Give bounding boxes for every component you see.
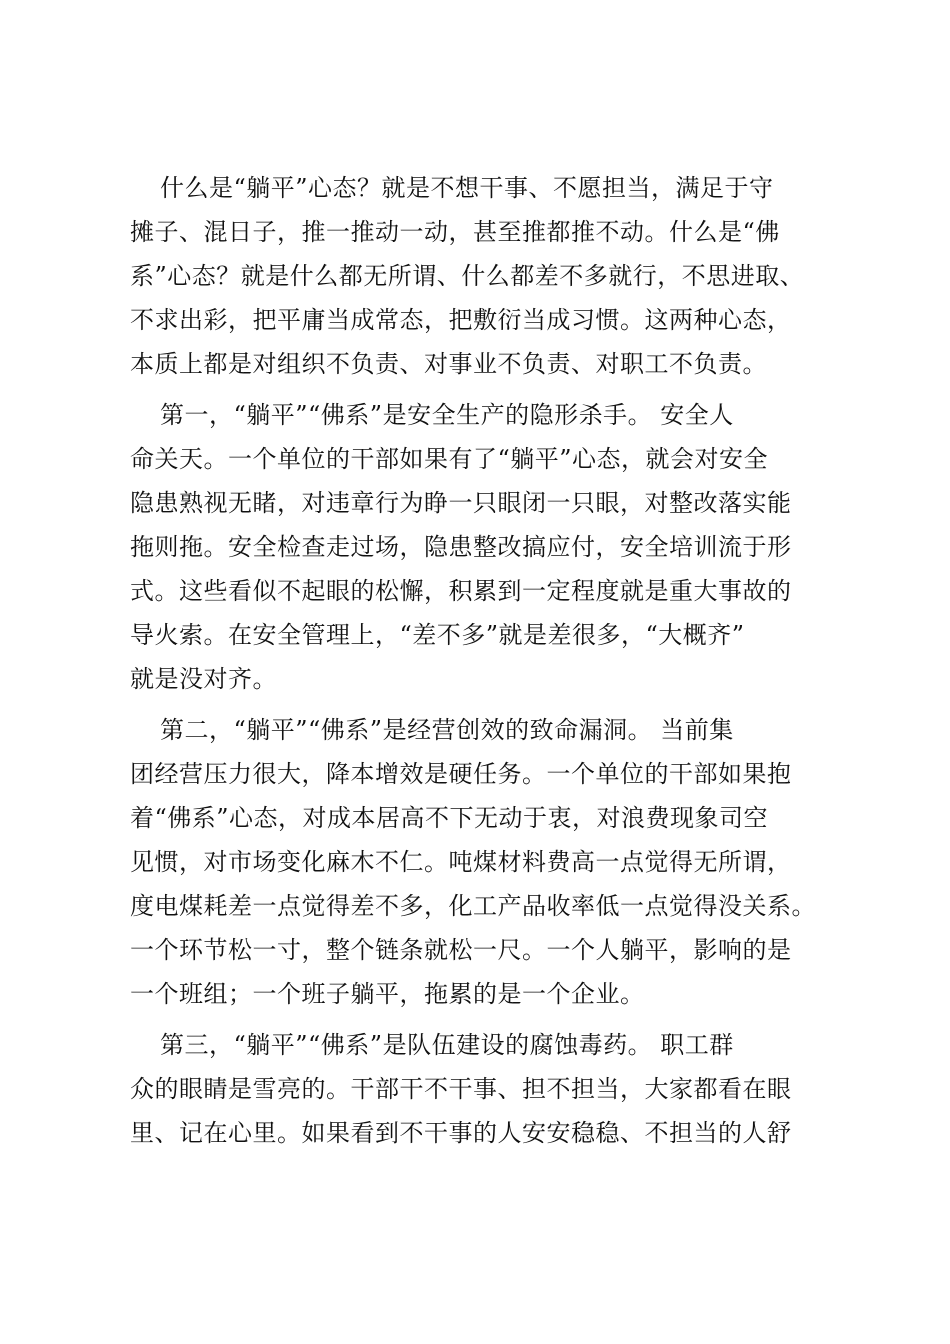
paragraph-1-line-3: 系”心态？就是什么都无所谓、什么都差不多就行，不思进取、 [130, 262, 805, 290]
paragraph-2-line-3: 隐患熟视无睹，对违章行为睁一只眼闭一只眼，对整改落实能 [130, 489, 792, 517]
paragraph-3-line-3: 着“佛系”心态，对成本居高不下无动于衷，对浪费现象司空 [130, 804, 769, 832]
paragraph-1-line-1: 什么是“躺平”心态？就是不想干事、不愿担当，满足于守 [160, 174, 774, 202]
paragraph-2-line-4: 拖则拖。安全检查走过场，隐患整改搞应付，安全培训流于形 [130, 533, 792, 561]
paragraph-2-line-2: 命关天。一个单位的干部如果有了“躺平”心态，就会对安全 [130, 445, 769, 473]
paragraph-4-line-2: 众的眼睛是雪亮的。干部干不干事、担不担当，大家都看在眼 [130, 1075, 792, 1103]
paragraph-2-line-5: 式。这些看似不起眼的松懈，积累到一定程度就是重大事故的 [130, 577, 792, 605]
paragraph-4-line-1: 第三，“躺平”“佛系”是队伍建设的腐蚀毒药。 职工群 [160, 1031, 734, 1059]
paragraph-1-line-4: 不求出彩，把平庸当成常态，把敷衍当成习惯。这两种心态， [130, 306, 792, 334]
paragraph-3-line-1: 第二，“躺平”“佛系”是经营创效的致命漏洞。 当前集 [160, 716, 734, 744]
paragraph-2-line-6: 导火索。在安全管理上，“差不多”就是差很多，“大概齐” [130, 621, 745, 649]
paragraph-2-line-7: 就是没对齐。 [130, 665, 277, 693]
paragraph-4-line-3: 里、记在心里。如果看到不干事的人安安稳稳、不担当的人舒 [130, 1119, 792, 1147]
paragraph-3-line-7: 一个班组；一个班子躺平，拖累的是一个企业。 [130, 980, 645, 1008]
paragraph-3-line-6: 一个环节松一寸，整个链条就松一尺。一个人躺平，影响的是 [130, 936, 792, 964]
paragraph-3-line-5: 度电煤耗差一点觉得差不多，化工产品收率低一点觉得没关系。 [130, 892, 816, 920]
paragraph-1-line-5: 本质上都是对组织不负责、对事业不负责、对职工不负责。 [130, 350, 767, 378]
paragraph-3-line-2: 团经营压力很大，降本增效是硬任务。一个单位的干部如果抱 [130, 760, 792, 788]
paragraph-1-line-2: 摊子、混日子，推一推动一动，甚至推都推不动。什么是“佛 [130, 218, 780, 246]
paragraph-3-line-4: 见惯，对市场变化麻木不仁。吨煤材料费高一点觉得无所谓， [130, 848, 792, 876]
paragraph-2-line-1: 第一，“躺平”“佛系”是安全生产的隐形杀手。 安全人 [160, 401, 734, 429]
